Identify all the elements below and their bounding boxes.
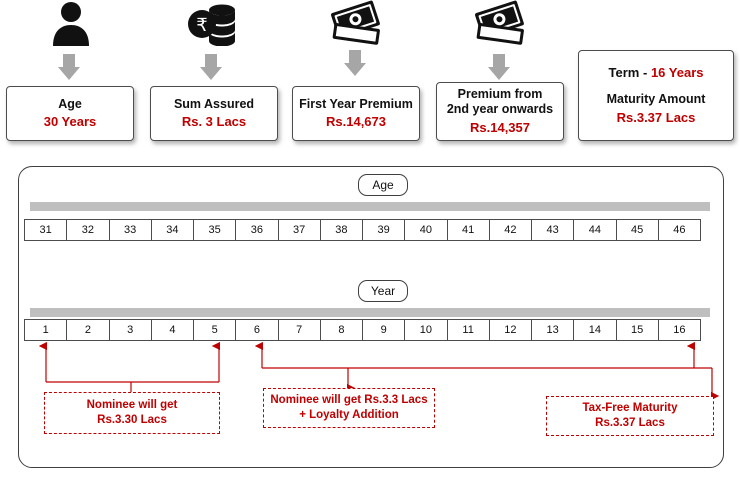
year-cell: 4 (151, 319, 194, 341)
age-cell: 44 (573, 219, 616, 241)
down-arrow-icon (58, 54, 80, 80)
callout-line2: Rs.3.37 Lacs (595, 417, 665, 429)
year-cell: 7 (278, 319, 321, 341)
callout-line1: Nominee will get Rs.3.3 Lacs (270, 394, 428, 407)
card-label: Sum Assured (173, 96, 255, 111)
cash-note-icon (322, 0, 392, 46)
age-cell: 36 (235, 219, 278, 241)
year-cell: 8 (320, 319, 363, 341)
year-cell: 11 (447, 319, 490, 341)
down-arrow-icon (200, 54, 222, 80)
year-cell: 13 (531, 319, 574, 341)
card-label: Age (58, 96, 82, 111)
age-cell: 37 (278, 219, 321, 241)
down-arrow-icon (344, 50, 366, 76)
year-cell: 9 (362, 319, 405, 341)
age-cell: 31 (24, 219, 67, 241)
term-label: Term (608, 65, 640, 81)
callout-death-benefit-later (263, 388, 435, 428)
age-cell: 35 (193, 219, 236, 241)
callout-line1: Tax-Free Maturity (582, 402, 678, 415)
year-cell: 3 (109, 319, 152, 341)
coins-rupee-icon (180, 0, 250, 46)
callout-death-benefit-early (44, 392, 220, 434)
year-axis-bar (30, 308, 710, 317)
year-row (24, 319, 716, 341)
age-cell: 42 (489, 219, 532, 241)
age-cell: 32 (66, 219, 109, 241)
age-cell: 41 (447, 219, 490, 241)
age-row (24, 219, 716, 241)
age-cell: 38 (320, 219, 363, 241)
card-value: 30 Years (43, 114, 97, 130)
callout-maturity-benefit (546, 396, 714, 436)
maturity-label: Maturity Amount (606, 92, 706, 106)
callout-line2: Rs.3.30 Lacs (97, 414, 167, 426)
age-cell: 34 (151, 219, 194, 241)
summary-card-age (6, 86, 134, 141)
age-cell: 33 (109, 219, 152, 241)
svg-text:₹: ₹ (196, 15, 208, 36)
year-cell: 1 (24, 319, 67, 341)
down-arrow-icon (488, 54, 510, 80)
age-cell: 46 (658, 219, 701, 241)
card-label-line2: 2nd year onwards (446, 102, 554, 117)
year-cell: 12 (489, 319, 532, 341)
age-cell: 40 (404, 219, 447, 241)
summary-card-term-maturity (578, 50, 734, 141)
summary-card-sum-assured (150, 86, 278, 141)
year-axis-label: Year (358, 280, 408, 302)
term-line (609, 65, 704, 82)
year-cell: 15 (616, 319, 659, 341)
age-cell: 45 (616, 219, 659, 241)
cash-note-icon (466, 0, 536, 46)
year-cell: 5 (193, 319, 236, 341)
maturity-value: Rs.3.37 Lacs (616, 109, 696, 125)
year-cell: 2 (66, 319, 109, 341)
age-cell: 39 (362, 219, 405, 241)
age-axis-label: Age (358, 174, 408, 196)
year-cell: 14 (573, 319, 616, 341)
card-value: Rs. 3 Lacs (181, 114, 247, 130)
callout-line1: Nominee will get (86, 399, 178, 412)
person-icon (36, 0, 106, 46)
year-cell: 10 (404, 319, 447, 341)
card-label-line1: Premium from (457, 86, 543, 101)
term-value: 16 Years (650, 65, 704, 81)
age-axis-bar (30, 202, 710, 211)
year-cell: 16 (658, 319, 701, 341)
card-value: Rs.14,357 (470, 120, 530, 135)
summary-card-first-year-premium (292, 86, 420, 141)
age-cell: 43 (531, 219, 574, 241)
term-separator: - (642, 65, 648, 81)
card-value: Rs.14,673 (326, 114, 386, 130)
year-cell: 6 (235, 319, 278, 341)
summary-card-renewal-premium (436, 82, 564, 141)
callout-line2: + Loyalty Addition (299, 409, 399, 421)
card-label: First Year Premium (299, 96, 413, 111)
